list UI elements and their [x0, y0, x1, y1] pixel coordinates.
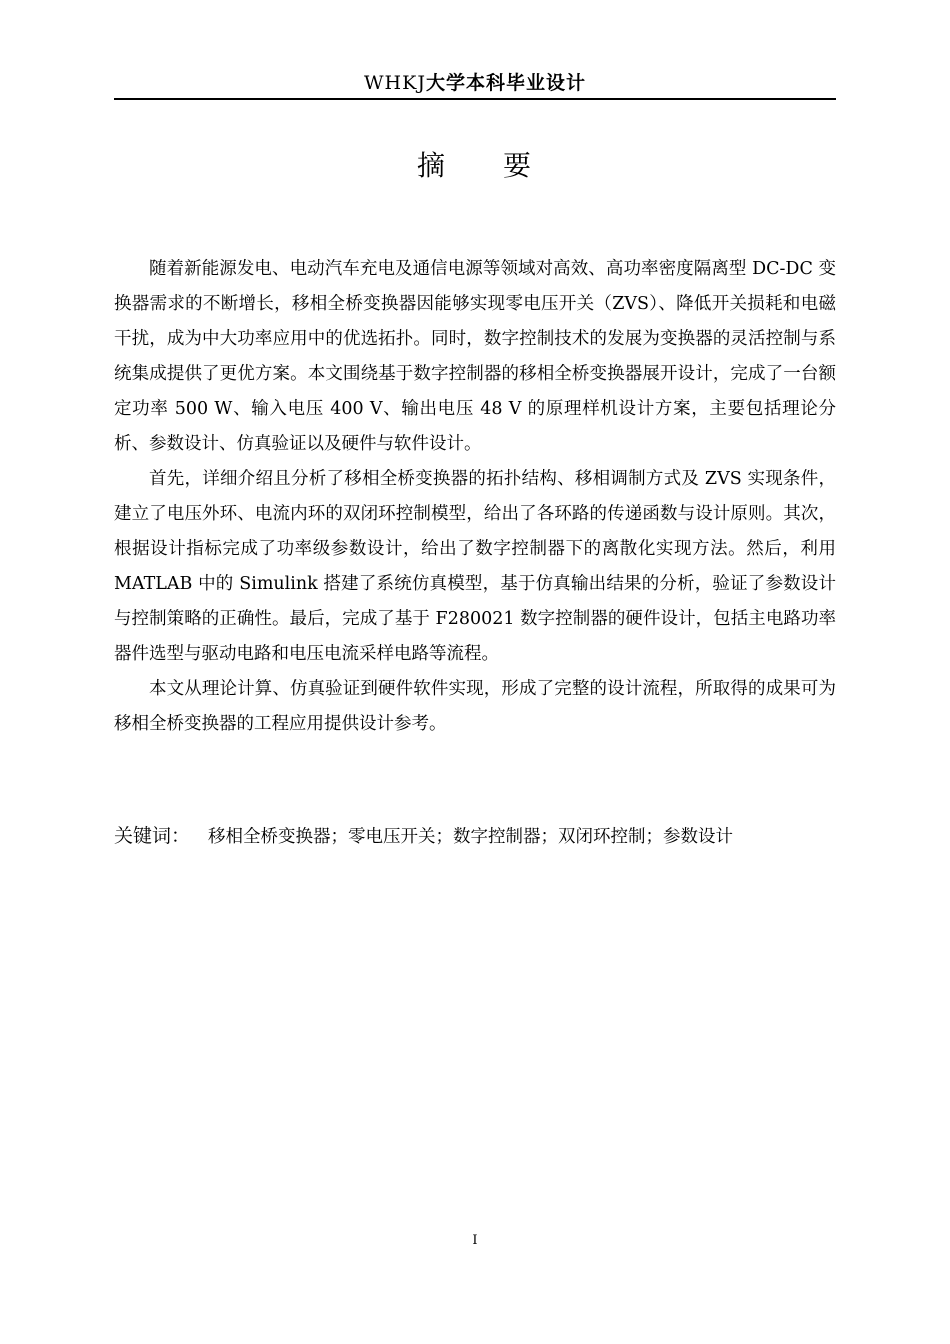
title-part-2: 要 — [503, 149, 534, 182]
title-part-1: 摘 — [416, 149, 447, 182]
keywords-line — [114, 820, 836, 853]
abstract-title — [114, 146, 836, 186]
keywords-text: 移相全桥变换器；零电压开关；数字控制器；双闭环控制；参数设计 — [208, 827, 734, 847]
header-school: 大学本科毕业设计 — [425, 73, 586, 94]
paragraph-3: 本文从理论计算、仿真验证到硬件软件实现，形成了完整的设计流程，所取得的成果可为移相全桥变换器的工程应用提供设计参考。 — [114, 679, 836, 734]
abstract-body — [114, 252, 836, 742]
header-rule — [114, 98, 836, 100]
keywords-label: 关键词： — [114, 825, 191, 847]
paragraph-1: 随着新能源发电、电动汽车充电及通信电源等领域对高效、高功率密度隔离型 DC-DC 变换器需求的不断增长，移相全桥变换器因能够实现零电压开关（ZVS）、降低开关损耗和电磁干扰，成为中大功率应用中的优选拓扑。同时，数字控制技术的发展为变换器的灵活控制与系统集成提供了更优方案。本文围绕基于数字控制器的移相全桥变换器展开设计，完成了一台额定功率 500 W、输入电压 400 V、输出电压 48 V 的原理样机设计方案，主要包括理论分析、参数设计、仿真验证以及硬件与软件设计。 — [114, 259, 836, 454]
page-header — [114, 70, 836, 97]
page-number: I — [472, 1233, 478, 1248]
paragraph-2: 首先，详细介绍且分析了移相全桥变换器的拓扑结构、移相调制方式及 ZVS 实现条件，建立了电压外环、电流内环的双闭环控制模型，给出了各环路的传递函数与设计原则。其次，根据设计指标完成了功率级参数设计，给出了数字控制器下的离散化实现方法。然后，利用 MATLAB 中的 Simulink 搭建了系统仿真模型，基于仿真输出结果的分析，验证了参数设计与控制策略的正确性。最后，完成了基于 F280021 数字控制器的硬件设计，包括主电路功率器件选型与驱动电路和电压电流采样电路等流程。 — [114, 469, 836, 664]
header-prefix: WHKJ — [364, 72, 426, 94]
